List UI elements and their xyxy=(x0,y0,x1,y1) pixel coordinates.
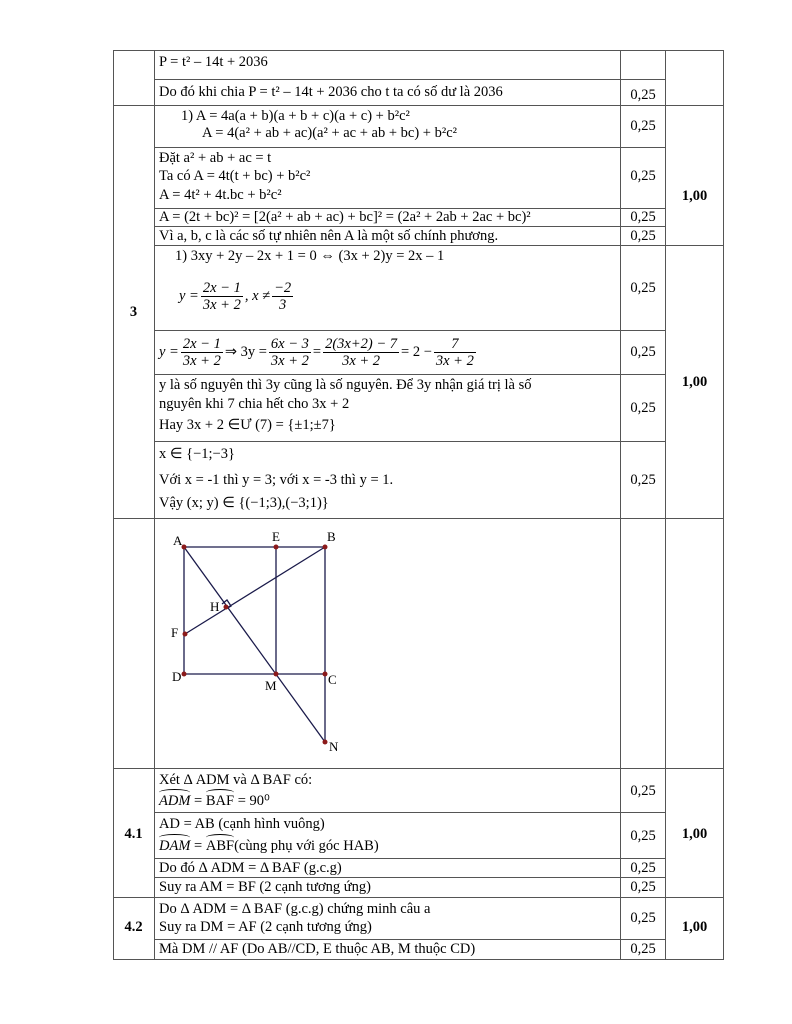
q41-line-4: DAM = ABF(cùng phụ với góc HAB) xyxy=(159,838,379,854)
score: 0,25 xyxy=(630,860,656,876)
q42-line-1: Do Δ ADM = Δ BAF (g.c.g) chứng minh câu a xyxy=(159,901,431,917)
q3a-line-5: A = 4t² + 4t.bc + b²c² xyxy=(159,187,282,203)
total-score: 1,00 xyxy=(681,919,708,935)
point-m xyxy=(274,672,279,677)
label-h: H xyxy=(210,599,220,614)
fraction: $\frac{-2}{3}$ xyxy=(274,280,292,314)
score: 0,25 xyxy=(630,118,656,134)
q3a-line-7: Vì a, b, c là các số tự nhiên nên A là một số chính phương. xyxy=(159,228,499,244)
q3b-line-7: x ∈ {−1;−3} xyxy=(159,446,235,462)
q3b-line-9: Vậy (x; y) ∈ {(−1;3),(−3;1)} xyxy=(159,495,329,511)
row-remainder: Do đó khi chia P = t² – 14t + 2036 cho t ta có số dư là 2036 xyxy=(159,84,503,100)
question-label: 4.2 xyxy=(124,919,143,935)
score: 0,25 xyxy=(630,910,656,926)
label-d: D xyxy=(172,669,182,684)
y-symbol: y = xyxy=(179,288,199,304)
q3a-line-1: 1) A = 4a(a + b)(a + b + c)(a + c) + b²c² xyxy=(181,108,410,124)
total-score: 1,00 xyxy=(681,188,708,204)
label-f: F xyxy=(171,625,179,640)
label-e: E xyxy=(272,529,280,544)
segment-fb xyxy=(185,547,325,634)
q3b-line-2 xyxy=(179,276,295,316)
q42-line-3: Mà DM // AF (Do AB//CD, E thuộc AB, M thuộc CD) xyxy=(159,941,476,957)
label-n: N xyxy=(329,739,339,754)
question-label: 3 xyxy=(129,304,138,320)
score: 0,25 xyxy=(630,783,656,799)
score: 0,25 xyxy=(630,344,656,360)
q3a-line-4: Ta có A = 4t(t + bc) + b²c² xyxy=(159,168,311,184)
point-c xyxy=(323,672,328,677)
label-b: B xyxy=(327,529,336,544)
score: 0,25 xyxy=(630,472,656,488)
q41-line-1: Xét Δ ADM và Δ BAF có: xyxy=(159,772,313,788)
condition: , x ≠ xyxy=(244,288,271,304)
segment-an xyxy=(184,547,325,742)
score: 0,25 xyxy=(630,168,656,184)
label-a: A xyxy=(173,533,183,548)
q41-line-3: AD = AB (cạnh hình vuông) xyxy=(159,816,325,832)
q41-line-6: Suy ra AM = BF (2 cạnh tương ứng) xyxy=(159,879,371,895)
q3b-line-6: Hay 3x + 2 ∈Ư (7) = {±1;±7} xyxy=(159,417,336,433)
q3b-line-4: y là số nguyên thì 3y cũng là số nguyên. Để 3y nhận giá trị là số xyxy=(159,377,532,393)
q3b-line-1: 1) 3xy + 2y – 2x + 1 = 0 ⇔ (3x + 2)y = 2x – 1 xyxy=(175,248,445,264)
q3b-line-3: y = $\frac{2x - 1}{3x + 2}$ ⇒ 3y = $\frac{6x - 3}{3x + 2}$ = $\frac{2(3x+2) - 7}{3x + 2}$ = 2 − $\frac{7}{3x + 2}$ xyxy=(159,336,474,370)
q3a-line-2: A = 4(a² + ab + ac)(a² + ac + ab + bc) + b²c² xyxy=(202,125,457,141)
score: 0,25 xyxy=(630,941,656,957)
point-b xyxy=(323,545,328,550)
label-c: C xyxy=(328,672,337,687)
total-score: 1,00 xyxy=(681,826,708,842)
row-p-expression: P = t² – 14t + 2036 xyxy=(159,54,268,70)
score: 0,25 xyxy=(630,228,656,244)
point-d xyxy=(182,672,187,677)
total-score: 1,00 xyxy=(681,374,708,390)
point-e xyxy=(274,545,279,550)
score: 0,25 xyxy=(630,87,656,103)
score: 0,25 xyxy=(630,400,656,416)
point-f xyxy=(183,632,188,637)
q41-line-5: Do đó Δ ADM = Δ BAF (g.c.g) xyxy=(159,860,342,876)
score: 0,25 xyxy=(630,879,656,895)
label-m: M xyxy=(265,678,277,693)
q41-line-2: ADM = BAF = 90⁰ xyxy=(159,793,270,809)
point-h xyxy=(224,605,229,610)
q3b-line-8: Với x = -1 thì y = 3; với x = -3 thì y = 1. xyxy=(159,472,394,488)
answer-table xyxy=(113,50,724,960)
score: 0,25 xyxy=(630,280,656,296)
score: 0,25 xyxy=(630,828,656,844)
point-n xyxy=(323,740,328,745)
q3b-line-5: nguyên khi 7 chia hết cho 3x + 2 xyxy=(159,396,350,412)
score: 0,25 xyxy=(630,209,656,225)
q3a-line-6: A = (2t + bc)² = [2(a² + ab + ac) + bc]² = (2a² + 2ab + 2ac + bc)² xyxy=(159,209,531,225)
geometry-figure xyxy=(155,519,620,768)
fraction: $\frac{2x - 1}{3x + 2}$ xyxy=(202,280,241,314)
q42-line-2: Suy ra DM = AF (2 cạnh tương ứng) xyxy=(159,919,372,935)
question-label: 4.1 xyxy=(124,826,143,842)
q3a-line-3: Đặt a² + ab + ac = t xyxy=(159,150,272,166)
